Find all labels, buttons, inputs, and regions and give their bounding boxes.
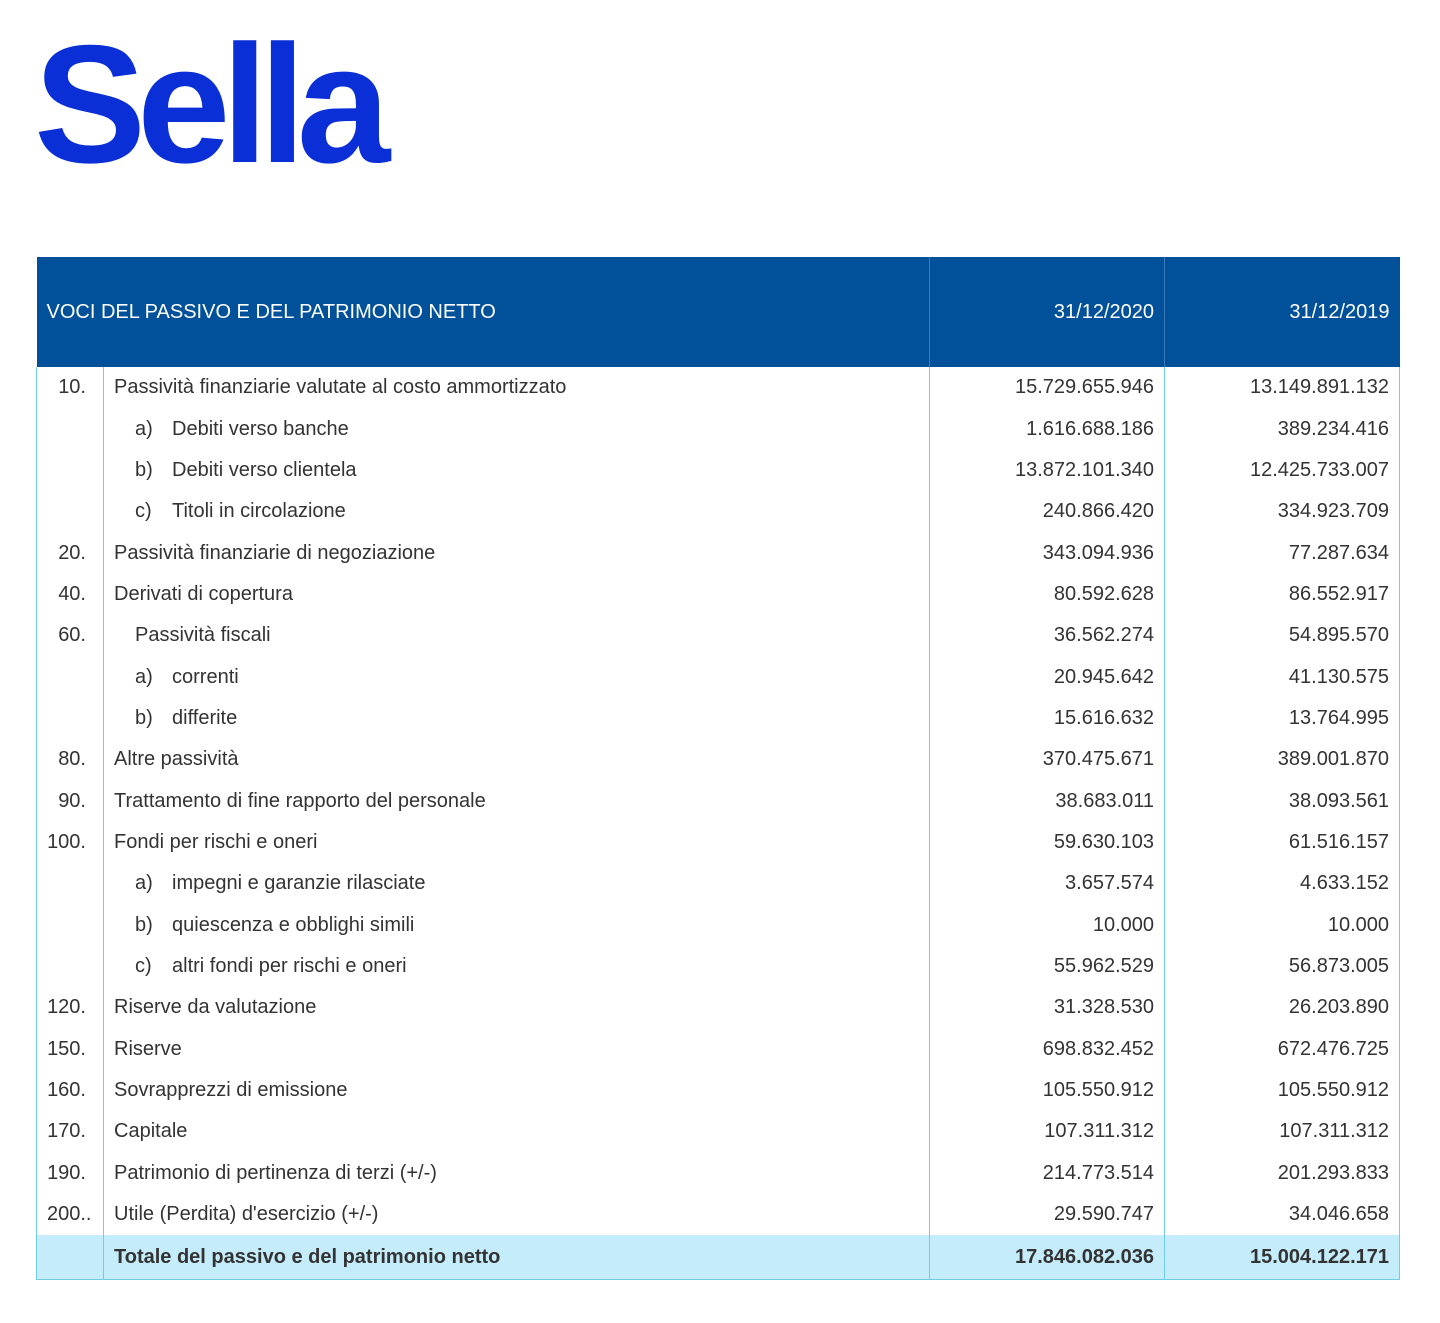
row-number: 190. (37, 1153, 104, 1194)
total-row (37, 1235, 1400, 1280)
table-row (37, 780, 1400, 821)
row-number (37, 946, 104, 987)
row-label: Debiti verso banche (172, 417, 349, 440)
row-label: Trattamento di fine rapporto del personale (114, 789, 486, 812)
value-2020: 10.000 (930, 904, 1165, 945)
value-2020: 105.550.912 (930, 1070, 1165, 1111)
value-2020: 240.866.420 (930, 491, 1165, 532)
row-number (37, 491, 104, 532)
row-label: impegni e garanzie rilasciate (172, 872, 426, 895)
row-label: correnti (172, 665, 239, 688)
row-label-cell (104, 656, 930, 697)
value-2020: 80.592.628 (930, 574, 1165, 615)
value-2020: 38.683.011 (930, 780, 1165, 821)
row-number: 170. (37, 1111, 104, 1152)
sub-item-letter: c) (135, 954, 152, 977)
row-number: 20. (37, 532, 104, 573)
value-2020: 36.562.274 (930, 615, 1165, 656)
table-row (37, 532, 1400, 573)
sub-item (114, 418, 349, 441)
value-2020: 698.832.452 (930, 1029, 1165, 1070)
row-number (37, 904, 104, 945)
table-row (37, 863, 1400, 904)
sub-item-letter: a) (135, 665, 153, 688)
value-2019: 54.895.570 (1165, 615, 1400, 656)
sub-item (114, 955, 407, 978)
total-value-2019: 15.004.122.171 (1165, 1235, 1400, 1280)
row-number: 10. (37, 367, 104, 408)
value-2019: 12.425.733.007 (1165, 450, 1400, 491)
table-row (37, 1070, 1400, 1111)
table-row (37, 904, 1400, 945)
total-num-cell (37, 1235, 104, 1280)
row-label-cell (104, 739, 930, 780)
row-label: Derivati di copertura (114, 582, 293, 605)
balance-sheet-table (36, 257, 1400, 1280)
value-2020: 15.729.655.946 (930, 367, 1165, 408)
table-row (37, 408, 1400, 449)
row-number: 60. (37, 615, 104, 656)
row-label-cell (104, 1194, 930, 1235)
table-row (37, 739, 1400, 780)
row-number: 150. (37, 1029, 104, 1070)
table-row (37, 1111, 1400, 1152)
total-label: Totale del passivo e del patrimonio netto (104, 1235, 930, 1280)
value-2020: 107.311.312 (930, 1111, 1165, 1152)
sub-item (114, 872, 425, 895)
table-row (37, 1194, 1400, 1235)
row-label: Fondi per rischi e oneri (114, 830, 318, 853)
row-label: Debiti verso clientela (172, 458, 357, 481)
value-2020: 343.094.936 (930, 532, 1165, 573)
header-label: VOCI DEL PASSIVO E DEL PATRIMONIO NETTO (37, 257, 930, 367)
row-label-cell (104, 408, 930, 449)
row-number: 120. (37, 987, 104, 1028)
row-label: Passività finanziarie di negoziazione (114, 541, 436, 564)
row-number: 160. (37, 1070, 104, 1111)
value-2019: 201.293.833 (1165, 1153, 1400, 1194)
row-number (37, 450, 104, 491)
header-date-2019: 31/12/2019 (1165, 257, 1400, 367)
sub-item-letter: b) (135, 706, 153, 729)
row-label-cell (104, 698, 930, 739)
table-row (37, 656, 1400, 697)
row-label-cell (104, 946, 930, 987)
row-number: 90. (37, 780, 104, 821)
row-label-cell (104, 367, 930, 408)
row-number (37, 408, 104, 449)
table-header (37, 257, 1400, 367)
table-row (37, 1029, 1400, 1070)
table-row (37, 698, 1400, 739)
value-2019: 10.000 (1165, 904, 1400, 945)
value-2019: 77.287.634 (1165, 532, 1400, 573)
row-label: Riserve da valutazione (114, 996, 317, 1019)
table-row (37, 987, 1400, 1028)
value-2019: 38.093.561 (1165, 780, 1400, 821)
row-number (37, 863, 104, 904)
table-row (37, 822, 1400, 863)
table-row (37, 367, 1400, 408)
sub-item-letter: a) (135, 872, 153, 895)
row-label-cell (104, 987, 930, 1028)
row-number: 100. (37, 822, 104, 863)
row-label: Capitale (114, 1120, 188, 1143)
value-2019: 86.552.917 (1165, 574, 1400, 615)
sub-item-letter: a) (135, 417, 153, 440)
table-body (37, 367, 1400, 1235)
value-2020: 15.616.632 (930, 698, 1165, 739)
value-2019: 61.516.157 (1165, 822, 1400, 863)
value-2019: 672.476.725 (1165, 1029, 1400, 1070)
row-label: Patrimonio di pertinenza di terzi (+/-) (114, 1161, 437, 1184)
table-row (37, 946, 1400, 987)
value-2020: 29.590.747 (930, 1194, 1165, 1235)
value-2020: 59.630.103 (930, 822, 1165, 863)
value-2020: 13.872.101.340 (930, 450, 1165, 491)
row-label-cell (104, 532, 930, 573)
row-label: differite (172, 706, 238, 729)
sub-item (114, 707, 237, 730)
row-number: 40. (37, 574, 104, 615)
row-number: 80. (37, 739, 104, 780)
value-2020: 1.616.688.186 (930, 408, 1165, 449)
table-row (37, 491, 1400, 532)
table-row (37, 574, 1400, 615)
sub-item (114, 459, 357, 482)
row-label-cell (104, 863, 930, 904)
sub-item-letter: b) (135, 458, 153, 481)
row-label-cell (104, 780, 930, 821)
value-2020: 370.475.671 (930, 739, 1165, 780)
sub-item-letter: c) (135, 500, 152, 523)
row-label: Utile (Perdita) d'esercizio (+/-) (114, 1203, 379, 1226)
row-label-cell (104, 574, 930, 615)
value-2019: 13.149.891.132 (1165, 367, 1400, 408)
row-label: Passività finanziarie valutate al costo ammortizzato (114, 376, 567, 399)
row-label: altri fondi per rischi e oneri (172, 954, 407, 977)
sub-item (114, 666, 239, 689)
row-label: Riserve (114, 1037, 182, 1060)
row-label: quiescenza e obblighi simili (172, 913, 415, 936)
sella-logo: Sella (34, 10, 382, 198)
row-label: Altre passività (114, 748, 239, 771)
table-total (37, 1235, 1400, 1280)
row-label-cell (104, 904, 930, 945)
value-2019: 41.130.575 (1165, 656, 1400, 697)
value-2020: 55.962.529 (930, 946, 1165, 987)
row-label: Passività fiscali (135, 624, 271, 647)
value-2019: 389.001.870 (1165, 739, 1400, 780)
row-label-cell (104, 1029, 930, 1070)
value-2019: 334.923.709 (1165, 491, 1400, 532)
row-label: Sovrapprezzi di emissione (114, 1079, 348, 1102)
sub-item (114, 500, 346, 523)
row-label-cell (104, 615, 930, 656)
header-date-2020: 31/12/2020 (930, 257, 1165, 367)
row-label-cell (104, 491, 930, 532)
total-value-2020: 17.846.082.036 (930, 1235, 1165, 1280)
row-label: Titoli in circolazione (172, 500, 346, 523)
value-2019: 389.234.416 (1165, 408, 1400, 449)
table-row (37, 450, 1400, 491)
value-2020: 214.773.514 (930, 1153, 1165, 1194)
value-2020: 31.328.530 (930, 987, 1165, 1028)
sub-item-letter: b) (135, 913, 153, 936)
row-number (37, 656, 104, 697)
row-label-cell (104, 1070, 930, 1111)
row-label-cell (104, 450, 930, 491)
value-2019: 13.764.995 (1165, 698, 1400, 739)
row-label-cell (104, 822, 930, 863)
value-2019: 34.046.658 (1165, 1194, 1400, 1235)
value-2019: 56.873.005 (1165, 946, 1400, 987)
value-2019: 107.311.312 (1165, 1111, 1400, 1152)
row-number: 200.. (37, 1194, 104, 1235)
table-row (37, 1153, 1400, 1194)
value-2019: 105.550.912 (1165, 1070, 1400, 1111)
row-number (37, 698, 104, 739)
row-label-cell (104, 1153, 930, 1194)
value-2020: 3.657.574 (930, 863, 1165, 904)
table-row (37, 615, 1400, 656)
value-2019: 4.633.152 (1165, 863, 1400, 904)
sub-item (114, 914, 414, 937)
value-2019: 26.203.890 (1165, 987, 1400, 1028)
row-label-cell (104, 1111, 930, 1152)
value-2020: 20.945.642 (930, 656, 1165, 697)
